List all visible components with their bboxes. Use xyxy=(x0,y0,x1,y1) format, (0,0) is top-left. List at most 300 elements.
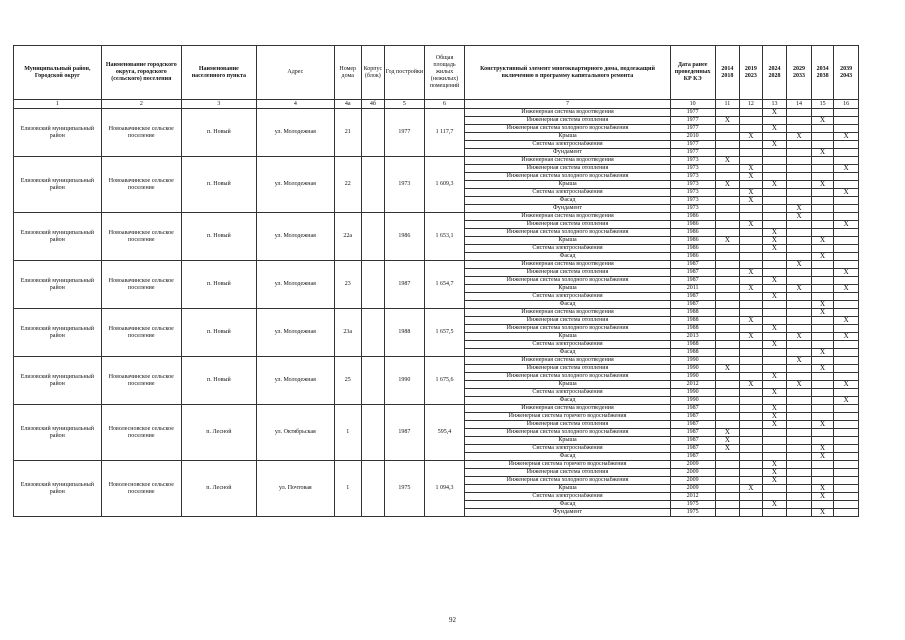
period-mark-cell: X xyxy=(740,317,762,325)
period-mark-cell xyxy=(740,509,762,517)
period-mark-cell xyxy=(762,445,787,453)
element-name-cell: Фасад xyxy=(465,397,670,405)
building-cell xyxy=(361,309,385,357)
period-mark-cell xyxy=(740,213,762,221)
period-mark-cell xyxy=(834,141,859,149)
period-mark-cell xyxy=(762,509,787,517)
header-period-2039-2043: 2039 2043 xyxy=(834,46,859,100)
period-mark-cell xyxy=(715,197,740,205)
period-mark-cell: X xyxy=(811,309,833,317)
period-mark-cell xyxy=(834,421,859,429)
element-name-cell: Инженерная система водоотведения xyxy=(465,213,670,221)
element-name-cell: Инженерная система холодного водоснабжения xyxy=(465,125,670,133)
element-name-cell: Фасад xyxy=(465,349,670,357)
period-mark-cell xyxy=(811,109,833,117)
period-mark-cell xyxy=(834,453,859,461)
period-mark-cell xyxy=(715,213,740,221)
period-mark-cell xyxy=(762,173,787,181)
period-mark-cell xyxy=(811,229,833,237)
previous-repair-date-cell: 1988 xyxy=(670,349,715,357)
header-address: Адрес xyxy=(256,46,334,100)
period-mark-cell: X xyxy=(811,253,833,261)
period-mark-cell xyxy=(715,341,740,349)
building-cell xyxy=(361,405,385,461)
period-mark-cell: X xyxy=(762,277,787,285)
element-name-cell: Инженерная система отопления xyxy=(465,469,670,477)
period-mark-cell xyxy=(834,365,859,373)
previous-repair-date-cell: 1988 xyxy=(670,325,715,333)
period-mark-cell xyxy=(715,173,740,181)
period-mark-cell xyxy=(715,229,740,237)
street-cell: ул. Почтовая xyxy=(256,461,334,517)
period-mark-cell xyxy=(762,189,787,197)
element-name-cell: Система электроснабжения xyxy=(465,445,670,453)
period-mark-cell xyxy=(834,229,859,237)
year-built-cell: 1990 xyxy=(385,357,425,405)
period-mark-cell xyxy=(834,325,859,333)
element-name-cell: Система электроснабжения xyxy=(465,141,670,149)
previous-repair-date-cell: 2012 xyxy=(670,493,715,501)
period-mark-cell xyxy=(834,261,859,269)
element-name-cell: Инженерная система отопления xyxy=(465,165,670,173)
house-number-cell: 22 xyxy=(334,157,361,213)
element-name-cell: Фасад xyxy=(465,501,670,509)
period-mark-cell xyxy=(740,325,762,333)
period-mark-cell: X xyxy=(715,437,740,445)
period-mark-cell: X xyxy=(834,133,859,141)
period-mark-cell: X xyxy=(834,285,859,293)
period-mark-cell: X xyxy=(787,261,812,269)
period-mark-cell: X xyxy=(834,165,859,173)
previous-repair-date-cell: 2012 xyxy=(670,381,715,389)
previous-repair-date-cell: 1973 xyxy=(670,165,715,173)
period-mark-cell xyxy=(715,149,740,157)
year-built-cell: 1977 xyxy=(385,109,425,157)
period-mark-cell xyxy=(811,189,833,197)
column-number: 6 xyxy=(424,100,465,109)
header-municipal-district: Муниципальный район, Городской округ xyxy=(14,46,102,100)
header-period-2014-2018: 2014 2018 xyxy=(715,46,740,100)
period-mark-cell xyxy=(715,261,740,269)
period-mark-cell xyxy=(834,197,859,205)
settlement-cell: Новолесновское сельское поселение xyxy=(101,405,181,461)
period-mark-cell: X xyxy=(811,485,833,493)
period-mark-cell xyxy=(715,381,740,389)
period-mark-cell: X xyxy=(715,445,740,453)
previous-repair-date-cell: 1987 xyxy=(670,405,715,413)
previous-repair-date-cell: 1986 xyxy=(670,213,715,221)
header-period-2024-2028: 2024 2028 xyxy=(762,46,787,100)
period-mark-cell: X xyxy=(811,149,833,157)
period-mark-cell xyxy=(834,413,859,421)
period-mark-cell xyxy=(787,301,812,309)
header-settlement: Наименование городского округа, городского (сельского) поселения xyxy=(101,46,181,100)
period-mark-cell xyxy=(740,501,762,509)
previous-repair-date-cell: 1975 xyxy=(670,509,715,517)
header-locality: Наименование населенного пункта xyxy=(181,46,256,100)
previous-repair-date-cell: 1973 xyxy=(670,157,715,165)
period-mark-cell xyxy=(834,429,859,437)
period-mark-cell xyxy=(740,261,762,269)
period-mark-cell xyxy=(740,349,762,357)
table-row xyxy=(14,357,859,365)
period-mark-cell xyxy=(787,309,812,317)
previous-repair-date-cell: 1986 xyxy=(670,229,715,237)
element-name-cell: Крыша xyxy=(465,285,670,293)
period-mark-cell xyxy=(787,341,812,349)
period-mark-cell: X xyxy=(834,221,859,229)
previous-repair-date-cell: 1987 xyxy=(670,293,715,301)
column-number: 5 xyxy=(385,100,425,109)
period-mark-cell xyxy=(740,117,762,125)
period-mark-cell xyxy=(834,149,859,157)
previous-repair-date-cell: 2009 xyxy=(670,469,715,477)
period-mark-cell: X xyxy=(740,133,762,141)
period-mark-cell xyxy=(787,149,812,157)
period-mark-cell: X xyxy=(762,405,787,413)
period-mark-cell: X xyxy=(811,349,833,357)
period-mark-cell: X xyxy=(811,445,833,453)
period-mark-cell: X xyxy=(715,117,740,125)
previous-repair-date-cell: 2013 xyxy=(670,333,715,341)
area-cell: 1 094,3 xyxy=(424,461,465,517)
period-mark-cell xyxy=(740,357,762,365)
element-name-cell: Инженерная система отопления xyxy=(465,365,670,373)
period-mark-cell xyxy=(740,437,762,445)
period-mark-cell: X xyxy=(740,381,762,389)
period-mark-cell xyxy=(740,149,762,157)
period-mark-cell xyxy=(740,365,762,373)
period-mark-cell xyxy=(715,493,740,501)
period-mark-cell xyxy=(811,469,833,477)
period-mark-cell xyxy=(740,125,762,133)
element-name-cell: Инженерная система водоотведения xyxy=(465,109,670,117)
period-mark-cell xyxy=(811,277,833,285)
period-mark-cell xyxy=(834,461,859,469)
period-mark-cell xyxy=(740,445,762,453)
district-cell: Елизовский муниципальный район xyxy=(14,213,102,261)
period-mark-cell xyxy=(740,493,762,501)
building-cell xyxy=(361,357,385,405)
building-cell xyxy=(361,461,385,517)
period-mark-cell xyxy=(811,165,833,173)
period-mark-cell xyxy=(811,197,833,205)
previous-repair-date-cell: 2009 xyxy=(670,477,715,485)
period-mark-cell: X xyxy=(740,189,762,197)
period-mark-cell: X xyxy=(740,197,762,205)
settlement-cell: Новолесновское сельское поселение xyxy=(101,461,181,517)
period-mark-cell xyxy=(715,165,740,173)
element-name-cell: Инженерная система горячего водоснабжения xyxy=(465,461,670,469)
previous-repair-date-cell: 1987 xyxy=(670,261,715,269)
header-building: Корпус (блок) xyxy=(361,46,385,100)
period-mark-cell xyxy=(715,253,740,261)
street-cell: ул. Молодежная xyxy=(256,357,334,405)
column-number: 2 xyxy=(101,100,181,109)
year-built-cell: 1987 xyxy=(385,405,425,461)
period-mark-cell: X xyxy=(762,229,787,237)
period-mark-cell xyxy=(787,125,812,133)
period-mark-cell xyxy=(762,357,787,365)
previous-repair-date-cell: 1975 xyxy=(670,501,715,509)
period-mark-cell xyxy=(740,405,762,413)
element-name-cell: Инженерная система отопления xyxy=(465,421,670,429)
element-name-cell: Инженерная система отопления xyxy=(465,221,670,229)
period-mark-cell xyxy=(715,141,740,149)
district-cell: Елизовский муниципальный район xyxy=(14,261,102,309)
period-mark-cell xyxy=(811,157,833,165)
element-name-cell: Инженерная система холодного водоснабжения xyxy=(465,277,670,285)
period-mark-cell: X xyxy=(762,341,787,349)
element-name-cell: Инженерная система холодного водоснабжения xyxy=(465,477,670,485)
period-mark-cell: X xyxy=(834,189,859,197)
period-mark-cell: X xyxy=(811,365,833,373)
period-mark-cell xyxy=(834,277,859,285)
period-mark-cell xyxy=(715,221,740,229)
period-mark-cell xyxy=(834,125,859,133)
year-built-cell: 1975 xyxy=(385,461,425,517)
period-mark-cell xyxy=(740,181,762,189)
period-mark-cell xyxy=(811,397,833,405)
table-row xyxy=(14,157,859,165)
district-cell: Елизовский муниципальный район xyxy=(14,405,102,461)
period-mark-cell xyxy=(715,133,740,141)
previous-repair-date-cell: 1973 xyxy=(670,205,715,213)
previous-repair-date-cell: 1987 xyxy=(670,301,715,309)
table-row xyxy=(14,261,859,269)
period-mark-cell: X xyxy=(834,317,859,325)
district-cell: Елизовский муниципальный район xyxy=(14,461,102,517)
period-mark-cell xyxy=(740,373,762,381)
period-mark-cell xyxy=(787,245,812,253)
building-cell xyxy=(361,213,385,261)
period-mark-cell: X xyxy=(762,469,787,477)
period-mark-cell xyxy=(811,133,833,141)
period-mark-cell xyxy=(834,157,859,165)
settlement-cell: Новоавачинское сельское поселение xyxy=(101,261,181,309)
period-mark-cell xyxy=(740,277,762,285)
previous-repair-date-cell: 1988 xyxy=(670,309,715,317)
period-mark-cell xyxy=(834,445,859,453)
previous-repair-date-cell: 1988 xyxy=(670,341,715,349)
period-mark-cell xyxy=(740,301,762,309)
period-mark-cell xyxy=(834,341,859,349)
period-mark-cell xyxy=(715,389,740,397)
period-mark-cell: X xyxy=(762,237,787,245)
period-mark-cell xyxy=(762,205,787,213)
period-mark-cell: X xyxy=(811,421,833,429)
street-cell: ул. Молодежная xyxy=(256,309,334,357)
period-mark-cell xyxy=(787,293,812,301)
year-built-cell: 1988 xyxy=(385,309,425,357)
period-mark-cell xyxy=(762,221,787,229)
period-mark-cell xyxy=(762,317,787,325)
locality-cell: п. Новый xyxy=(181,157,256,213)
header-period-2029-2033: 2029 2033 xyxy=(787,46,812,100)
period-mark-cell xyxy=(740,229,762,237)
period-mark-cell xyxy=(811,285,833,293)
period-mark-cell xyxy=(811,429,833,437)
column-number: 4а xyxy=(334,100,361,109)
period-mark-cell xyxy=(762,437,787,445)
period-mark-cell xyxy=(740,461,762,469)
column-number: 15 xyxy=(811,100,833,109)
street-cell: ул. Молодежная xyxy=(256,109,334,157)
period-mark-cell xyxy=(740,421,762,429)
previous-repair-date-cell: 1977 xyxy=(670,149,715,157)
period-mark-cell xyxy=(834,389,859,397)
settlement-cell: Новоавачинское сельское поселение xyxy=(101,109,181,157)
period-mark-cell xyxy=(834,109,859,117)
period-mark-cell xyxy=(762,133,787,141)
previous-repair-date-cell: 1986 xyxy=(670,221,715,229)
period-mark-cell xyxy=(834,181,859,189)
locality-cell: п. Новый xyxy=(181,261,256,309)
period-mark-cell xyxy=(787,253,812,261)
district-cell: Елизовский муниципальный район xyxy=(14,357,102,405)
period-mark-cell xyxy=(715,301,740,309)
period-mark-cell xyxy=(715,501,740,509)
period-mark-cell xyxy=(811,245,833,253)
period-mark-cell: X xyxy=(762,421,787,429)
period-mark-cell xyxy=(740,429,762,437)
period-mark-cell: X xyxy=(787,357,812,365)
element-name-cell: Инженерная система холодного водоснабжения xyxy=(465,173,670,181)
period-mark-cell xyxy=(811,373,833,381)
period-mark-cell xyxy=(715,469,740,477)
element-name-cell: Инженерная система водоотведения xyxy=(465,261,670,269)
period-mark-cell xyxy=(740,237,762,245)
table-row xyxy=(14,405,859,413)
period-mark-cell xyxy=(762,285,787,293)
area-cell: 1 609,3 xyxy=(424,157,465,213)
element-name-cell: Система электроснабжения xyxy=(465,293,670,301)
period-mark-cell xyxy=(787,229,812,237)
district-cell: Елизовский муниципальный район xyxy=(14,109,102,157)
area-cell: 1 675,6 xyxy=(424,357,465,405)
house-number-cell: 1 xyxy=(334,405,361,461)
period-mark-cell xyxy=(740,469,762,477)
element-name-cell: Крыша xyxy=(465,237,670,245)
period-mark-cell xyxy=(762,301,787,309)
period-mark-cell xyxy=(787,477,812,485)
period-mark-cell: X xyxy=(740,165,762,173)
period-mark-cell: X xyxy=(811,493,833,501)
element-name-cell: Крыша xyxy=(465,181,670,189)
period-mark-cell xyxy=(787,173,812,181)
district-cell: Елизовский муниципальный район xyxy=(14,309,102,357)
element-name-cell: Инженерная система водоотведения xyxy=(465,309,670,317)
element-name-cell: Инженерная система холодного водоснабжения xyxy=(465,229,670,237)
previous-repair-date-cell: 2009 xyxy=(670,485,715,493)
period-mark-cell xyxy=(787,485,812,493)
period-mark-cell xyxy=(787,413,812,421)
street-cell: ул. Молодежная xyxy=(256,261,334,309)
period-mark-cell: X xyxy=(834,333,859,341)
period-mark-cell xyxy=(715,485,740,493)
period-mark-cell xyxy=(811,325,833,333)
settlement-cell: Новоавачинское сельское поселение xyxy=(101,309,181,357)
previous-repair-date-cell: 1988 xyxy=(670,317,715,325)
period-mark-cell xyxy=(811,261,833,269)
period-mark-cell: X xyxy=(762,373,787,381)
element-name-cell: Система электроснабжения xyxy=(465,493,670,501)
period-mark-cell xyxy=(811,125,833,133)
period-mark-cell: X xyxy=(762,389,787,397)
element-name-cell: Крыша xyxy=(465,437,670,445)
header-element: Конструктивный элемент многоквартирного дома, подлежащий включению в программу капитального ремонта xyxy=(465,46,670,100)
house-number-cell: 23 xyxy=(334,261,361,309)
period-mark-cell xyxy=(715,373,740,381)
header-row xyxy=(14,46,859,100)
period-mark-cell xyxy=(811,477,833,485)
previous-repair-date-cell: 1973 xyxy=(670,173,715,181)
period-mark-cell: X xyxy=(787,213,812,221)
house-number-cell: 1 xyxy=(334,461,361,517)
column-number: 13 xyxy=(762,100,787,109)
period-mark-cell: X xyxy=(715,237,740,245)
period-mark-cell xyxy=(834,253,859,261)
period-mark-cell xyxy=(715,453,740,461)
previous-repair-date-cell: 2010 xyxy=(670,133,715,141)
period-mark-cell xyxy=(715,333,740,341)
period-mark-cell xyxy=(811,389,833,397)
period-mark-cell xyxy=(762,117,787,125)
previous-repair-date-cell: 1986 xyxy=(670,237,715,245)
building-cell xyxy=(361,261,385,309)
column-number: 7 xyxy=(465,100,670,109)
element-name-cell: Инженерная система отопления xyxy=(465,317,670,325)
period-mark-cell xyxy=(762,157,787,165)
period-mark-cell xyxy=(811,357,833,365)
previous-repair-date-cell: 2011 xyxy=(670,285,715,293)
street-cell: ул. Молодежная xyxy=(256,157,334,213)
previous-repair-date-cell: 1987 xyxy=(670,269,715,277)
period-mark-cell xyxy=(762,397,787,405)
column-number: 12 xyxy=(740,100,762,109)
period-mark-cell xyxy=(787,277,812,285)
period-mark-cell xyxy=(834,405,859,413)
period-mark-cell xyxy=(834,117,859,125)
period-mark-cell xyxy=(715,205,740,213)
period-mark-cell xyxy=(834,205,859,213)
period-mark-cell xyxy=(811,413,833,421)
period-mark-cell: X xyxy=(762,181,787,189)
period-mark-cell xyxy=(787,421,812,429)
period-mark-cell xyxy=(762,349,787,357)
period-mark-cell xyxy=(762,485,787,493)
period-mark-cell xyxy=(811,317,833,325)
period-mark-cell xyxy=(740,109,762,117)
period-mark-cell xyxy=(762,261,787,269)
previous-repair-date-cell: 1977 xyxy=(670,109,715,117)
period-mark-cell xyxy=(787,317,812,325)
period-mark-cell: X xyxy=(715,157,740,165)
page-number: 92 xyxy=(449,616,456,624)
column-number: 10 xyxy=(670,100,715,109)
period-mark-cell: X xyxy=(787,205,812,213)
period-mark-cell xyxy=(787,349,812,357)
period-mark-cell: X xyxy=(762,461,787,469)
period-mark-cell xyxy=(762,165,787,173)
previous-repair-date-cell: 1986 xyxy=(670,253,715,261)
period-mark-cell: X xyxy=(740,173,762,181)
period-mark-cell xyxy=(715,189,740,197)
district-cell: Елизовский муниципальный район xyxy=(14,157,102,213)
period-mark-cell xyxy=(762,149,787,157)
column-number: 4 xyxy=(256,100,334,109)
period-mark-cell xyxy=(811,333,833,341)
